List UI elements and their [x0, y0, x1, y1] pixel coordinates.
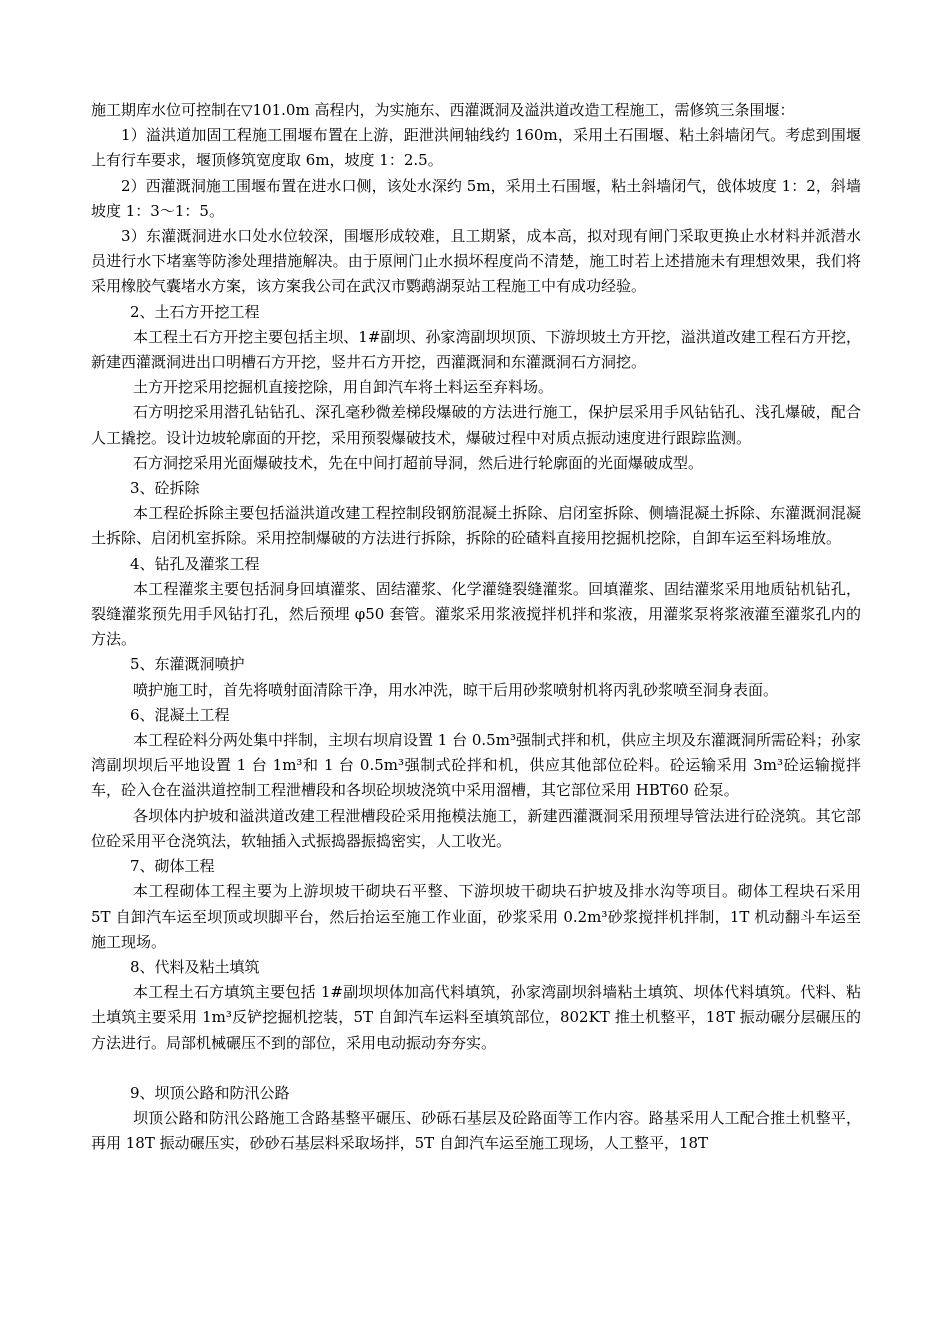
- section-heading-fill-works: 8、代料及粘土填筑: [130, 957, 260, 976]
- paragraph-spacer: [91, 1056, 861, 1081]
- section-heading-concrete-works: 6、混凝土工程: [130, 705, 230, 724]
- paragraph-concrete-mixing: 本工程砼料分两处集中拌制，主坝右坝肩设置 1 台 0.5m³强制式拌和机，供应主坝及东灌溉洞所需砼料；孙家湾副坝坝后平地设置 1 台 1m³和 1 台 0.5m³强制式砼拌和机，供应其他部位砼料。砼运输采用 3m³砼运输搅拌车，砼入仓在溢洪道控制工程泄槽段和各坝砼坝坡浇筑中采用溜槽，其它部位采用 HBT60 砼泵。: [91, 731, 861, 800]
- section-heading-concrete-demolition: 3、砼拆除: [130, 479, 200, 498]
- paragraph-spillway-cofferdam: 1）溢洪道加固工程施工围堰布置在上游，距泄洪闸轴线约 160m，采用土石围堰、粘土斜墙闭气。考虑到围堰上有行车要求，堰顶修筑宽度取 6m，坡度 1：2.5。: [91, 126, 861, 170]
- section-heading-dam-roads: 9、坝顶公路和防汛公路: [130, 1083, 290, 1102]
- paragraph-earthwork-scope: 本工程土石方开挖主要包括主坝、1#副坝、孙家湾副坝坝顶、下游坝坡土方开挖，溢洪道改建工程石方开挖，新建西灌溉洞进出口明槽石方开挖，竖井石方开挖，西灌溉洞和东灌溉洞石方洞挖。: [91, 327, 861, 372]
- paragraph-dam-roads: 坝顶公路和防汛公路施工含路基整平碾压、砂砾石基层及砼路面等工作内容。路基采用人工配合推土机整平，再用 18T 振动碾压实，砂砂石基层料采取场拌，5T 自卸汽车运至施工现场，人工整平，18T: [91, 1108, 861, 1153]
- section-heading-east-tunnel-shotcrete: 5、东灌溉洞喷护: [130, 655, 245, 674]
- paragraph-concrete-placing: 各坝体内护坡和溢洪道改建工程泄槽段砼采用拖模法施工，新建西灌溉洞采用预埋导管法进行砼浇筑。其它部位砼采用平仓浇筑法，软轴插入式振捣器振捣密实，人工收光。: [91, 806, 861, 850]
- paragraph-east-tunnel-cofferdam: 3）东灌溉洞进水口处水位较深，围堰形成较难，且工期紧，成本高，拟对现有闸门采取更换止水材料并派潜水员进行水下堵塞等防渗处理措施解决。由于原闸门止水损坏程度尚不清楚，施工时若上述措施未有理想效果，我们将采用橡胶气囊堵水方案，该方案我公司在武汉市鹦鹉湖泵站工程施工中有成功经验。: [91, 227, 861, 296]
- paragraph-concrete-demolition: 本工程砼拆除主要包括溢洪道改建工程控制段钢筋混凝土拆除、启闭室拆除、侧墙混凝土拆除、东灌溉洞混凝土拆除、启闭机室拆除。采用控制爆破的方法进行拆除，拆除的砼碴料直接用挖掘机挖除，自卸车运至料场堆放。: [91, 504, 861, 548]
- paragraph-rock-tunnel-excavation: 石方洞挖采用光面爆破技术，先在中间打超前导洞，然后进行轮廓面的光面爆破成型。: [133, 453, 704, 472]
- paragraph-rock-open-excavation: 石方明挖采用潜孔钻钻孔、深孔毫秒微差梯段爆破的方法进行施工，保护层采用手风钻钻孔、浅孔爆破，配合人工撬挖。设计边坡轮廓面的开挖，采用预裂爆破技术，爆破过程中对质点振动速度进行跟踪监测。: [91, 403, 861, 447]
- section-heading-drilling-grouting: 4、钻孔及灌浆工程: [130, 554, 260, 573]
- paragraph-shotcrete: 喷护施工时，首先将喷射面清除干净，用水冲洗，晾干后用砂浆喷射机将丙乳砂浆喷至洞身表面。: [133, 680, 779, 699]
- paragraph-earth-excavation: 土方开挖采用挖掘机直接挖除，用自卸汽车将土料运至弃料场。: [133, 378, 554, 397]
- paragraph-drilling-grouting: 本工程灌浆主要包括洞身回填灌浆、固结灌浆、化学灌缝裂缝灌浆。回填灌浆、固结灌浆采用地质钻机钻孔，裂缝灌浆预先用手风钻打孔，然后预埋 φ50 套管。灌浆采用浆液搅拌机拌和浆液，用灌浆泵将浆液灌至灌浆孔内的方法。: [91, 579, 861, 649]
- paragraph-masonry: 本工程砌体工程主要为上游坝坡干砌块石平整、下游坝坡干砌块石护坡及排水沟等项目。砌体工程块石采用 5T 自卸汽车运至坝顶或坝脚平台，然后抬运至施工作业面，砂浆采用 0.2m³砂浆搅拌机拌制，1T 机动翻斗车运至施工现场。: [91, 882, 861, 951]
- paragraph-fill-works: 本工程土石方填筑主要包括 1#副坝坝体加高代料填筑，孙家湾副坝斜墙粘土填筑、坝体代料填筑。代料、粘土填筑主要采用 1m³反铲挖掘机挖装，5T 自卸汽车运料至填筑部位，802KT 推土机整平，18T 振动碾分层碾压的方法进行。局部机械碾压不到的部位，采用电动振动夯夯实。: [91, 983, 861, 1052]
- document-page: [91, 98, 861, 1156]
- section-heading-earthwork: 2、土石方开挖工程: [130, 302, 260, 321]
- paragraph-cofferdam-intro: 施工期库水位可控制在▽101.0m 高程内，为实施东、西灌溉洞及溢洪道改造工程施工，需修筑三条围堰：: [91, 101, 795, 119]
- section-heading-masonry: 7、砌体工程: [130, 857, 215, 876]
- paragraph-west-tunnel-cofferdam: 2）西灌溉洞施工围堰布置在进水口侧，该处水深约 5m，采用土石围堰，粘土斜墙闭气，戗体坡度 1：2，斜墙坡度 1：3～1：5。: [91, 176, 861, 220]
